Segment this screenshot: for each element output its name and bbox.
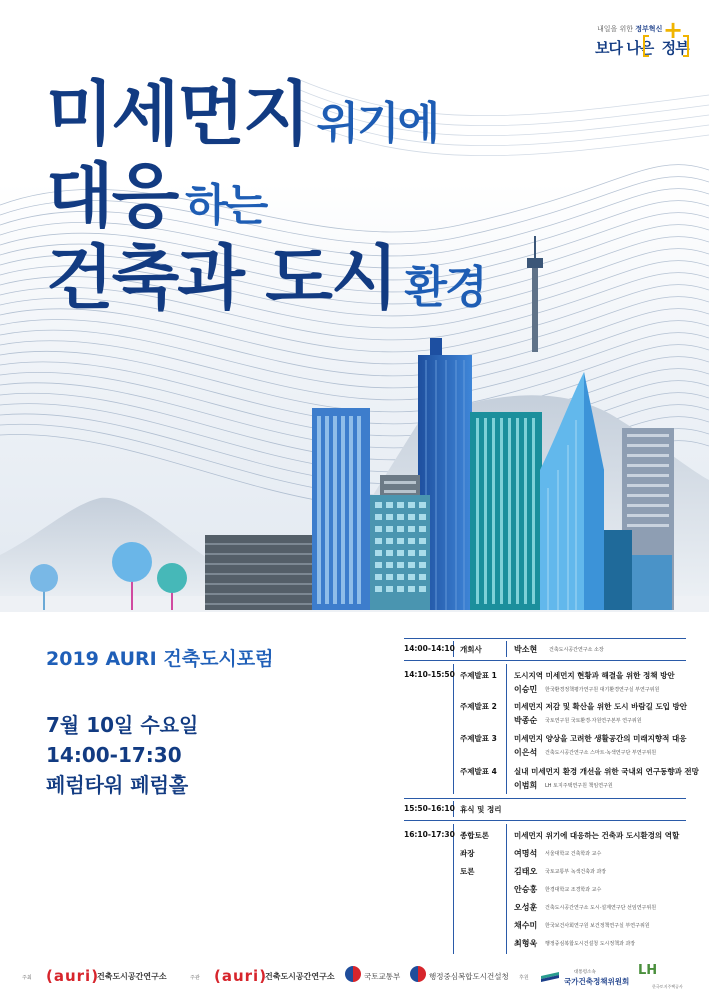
sponsor-label: 후원: [519, 975, 529, 981]
speaker-name: 이은석: [514, 748, 538, 757]
speaker-name: 이범희: [514, 781, 538, 790]
talk-role: 주제발표 4: [460, 767, 497, 776]
panelist-name: 김태오: [514, 867, 538, 876]
talk-role: 주제발표 3: [460, 734, 497, 743]
panelist-name: 안승홍: [514, 885, 538, 894]
molit-name: 국토교통부: [364, 972, 401, 981]
speaker-name: 박종순: [514, 716, 538, 725]
panelist-affiliation: 한경대학교 조경학과 교수: [545, 887, 602, 893]
schedule-time: 16:10-17:30: [404, 830, 455, 839]
auri-logo: (auri): [214, 967, 268, 985]
chair-label: 좌장: [460, 849, 475, 858]
bracket-left-icon: [643, 35, 649, 57]
seoul-tower: [527, 236, 543, 352]
talk-role: 주제발표 1: [460, 671, 497, 680]
pcap-name: 국가건축정책위원회: [564, 977, 630, 986]
plus-icon: +: [663, 16, 684, 44]
panel-label: 토론: [460, 867, 475, 876]
divider: [506, 641, 507, 657]
pcap-logo-icon: [540, 970, 560, 982]
organizer-label: 주관: [190, 975, 200, 981]
divider: [404, 638, 686, 639]
building-front-grid: [370, 495, 430, 610]
speaker-name: 이승민: [514, 685, 538, 694]
auri-logo: (auri): [46, 967, 100, 985]
divider: [453, 664, 454, 794]
naacc-name: 행정중심복합도시건설청: [429, 972, 509, 981]
speaker-affiliation: 국토연구원 국토환경·자원연구본부 연구위원: [545, 718, 642, 724]
panelist-affiliation: 한국보건사회연구원 보건정책연구실 부연구위원: [545, 923, 650, 929]
bracket-right-icon: [683, 35, 689, 57]
lh-name: 한국토지주택공사: [652, 984, 683, 989]
schedule-time: 14:00-14:10: [404, 644, 455, 653]
schedule-time: 15:50-16:10: [404, 804, 455, 813]
forum-time: 14:00-17:30: [46, 743, 182, 767]
taegeuk-emblem-icon: [345, 966, 361, 982]
building-low: [205, 535, 325, 610]
title-line-2: 대응 하는: [46, 155, 267, 237]
host-name: 건축도시공간연구소: [97, 972, 167, 981]
forum-datetime: [46, 710, 198, 800]
divider: [404, 798, 686, 799]
panel-topic: 미세먼지 위기에 대응하는 건축과 도시환경의 역할: [514, 831, 680, 840]
talk-topic: 실내 미세먼지 환경 개선을 위한 국내외 연구동향과 전망: [514, 767, 699, 776]
panelist-affiliation: 서울대학교 건축학과 교수: [545, 851, 602, 857]
gov-logo-name: 보다 나은 정부: [595, 39, 689, 57]
pcap-subtitle: 대통령소속: [574, 970, 596, 975]
lh-logo: LH: [638, 963, 658, 978]
divider: [506, 664, 507, 794]
talk-role: 주제발표 2: [460, 702, 497, 711]
forum-date: 7월 10일 수요일: [46, 713, 199, 737]
taegeuk-emblem-icon: [410, 966, 426, 982]
footer-organizers: [0, 958, 709, 1003]
forum-title: 2019 AURI 건축도시포럼: [46, 648, 274, 670]
gov-tagline: 내일을 위한 정부혁신: [597, 25, 663, 33]
divider: [506, 824, 507, 954]
title-line-3: 건축과 도시 환경: [46, 237, 486, 319]
speaker-affiliation: 건축도시공간연구소 소장: [549, 647, 604, 653]
divider: [404, 660, 686, 661]
schedule-role: 개회사: [460, 645, 482, 654]
talk-topic: 미세먼지 양상을 고려한 생활공간의 미래지향적 대응: [514, 734, 687, 743]
building-teal: [470, 412, 542, 610]
organizer-name: 건축도시공간연구소: [265, 972, 335, 981]
talk-topic: 도시지역 미세먼지 현황과 해결을 위한 정책 방안: [514, 671, 675, 680]
panelist-name: 채수미: [514, 921, 538, 930]
speaker-affiliation: 한국환경정책평가연구원 대기환경연구실 부연구위원: [545, 687, 660, 693]
government-innovation-logo: [585, 18, 693, 64]
panelist-name: 여명석: [514, 849, 538, 858]
panelist-affiliation: 건축도시공간연구소 도시·설계연구단 선임연구위원: [545, 905, 657, 911]
schedule-time: 14:10-15:50: [404, 670, 455, 679]
divider: [453, 824, 454, 954]
panelist-affiliation: 국토교통부 녹색건축과 과장: [545, 869, 607, 875]
schedule-role: 휴식 및 정리: [460, 805, 502, 814]
panelist-name: 최형욱: [514, 939, 538, 948]
panelist-name: 오성훈: [514, 903, 538, 912]
building-blue-left: [312, 408, 370, 610]
host-label: 주최: [22, 975, 32, 981]
speaker-affiliation: LH 토지주택연구원 책임연구원: [545, 783, 613, 789]
panelist-affiliation: 행정중심복합도시건설청 도시정책과 과장: [545, 941, 636, 947]
schedule-role: 종합토론: [460, 831, 489, 840]
forum-venue: 페럼타워 페럼홀: [46, 773, 189, 797]
speaker-name: 박소현: [514, 645, 538, 654]
divider: [404, 820, 686, 821]
title-line-1: 미세먼지 위기에: [46, 73, 438, 155]
talk-topic: 미세먼지 저감 및 확산을 위한 도시 바람길 도입 방안: [514, 702, 688, 711]
speaker-affiliation: 건축도시공간연구소 스마트·녹색연구단 부연구위원: [545, 750, 657, 756]
